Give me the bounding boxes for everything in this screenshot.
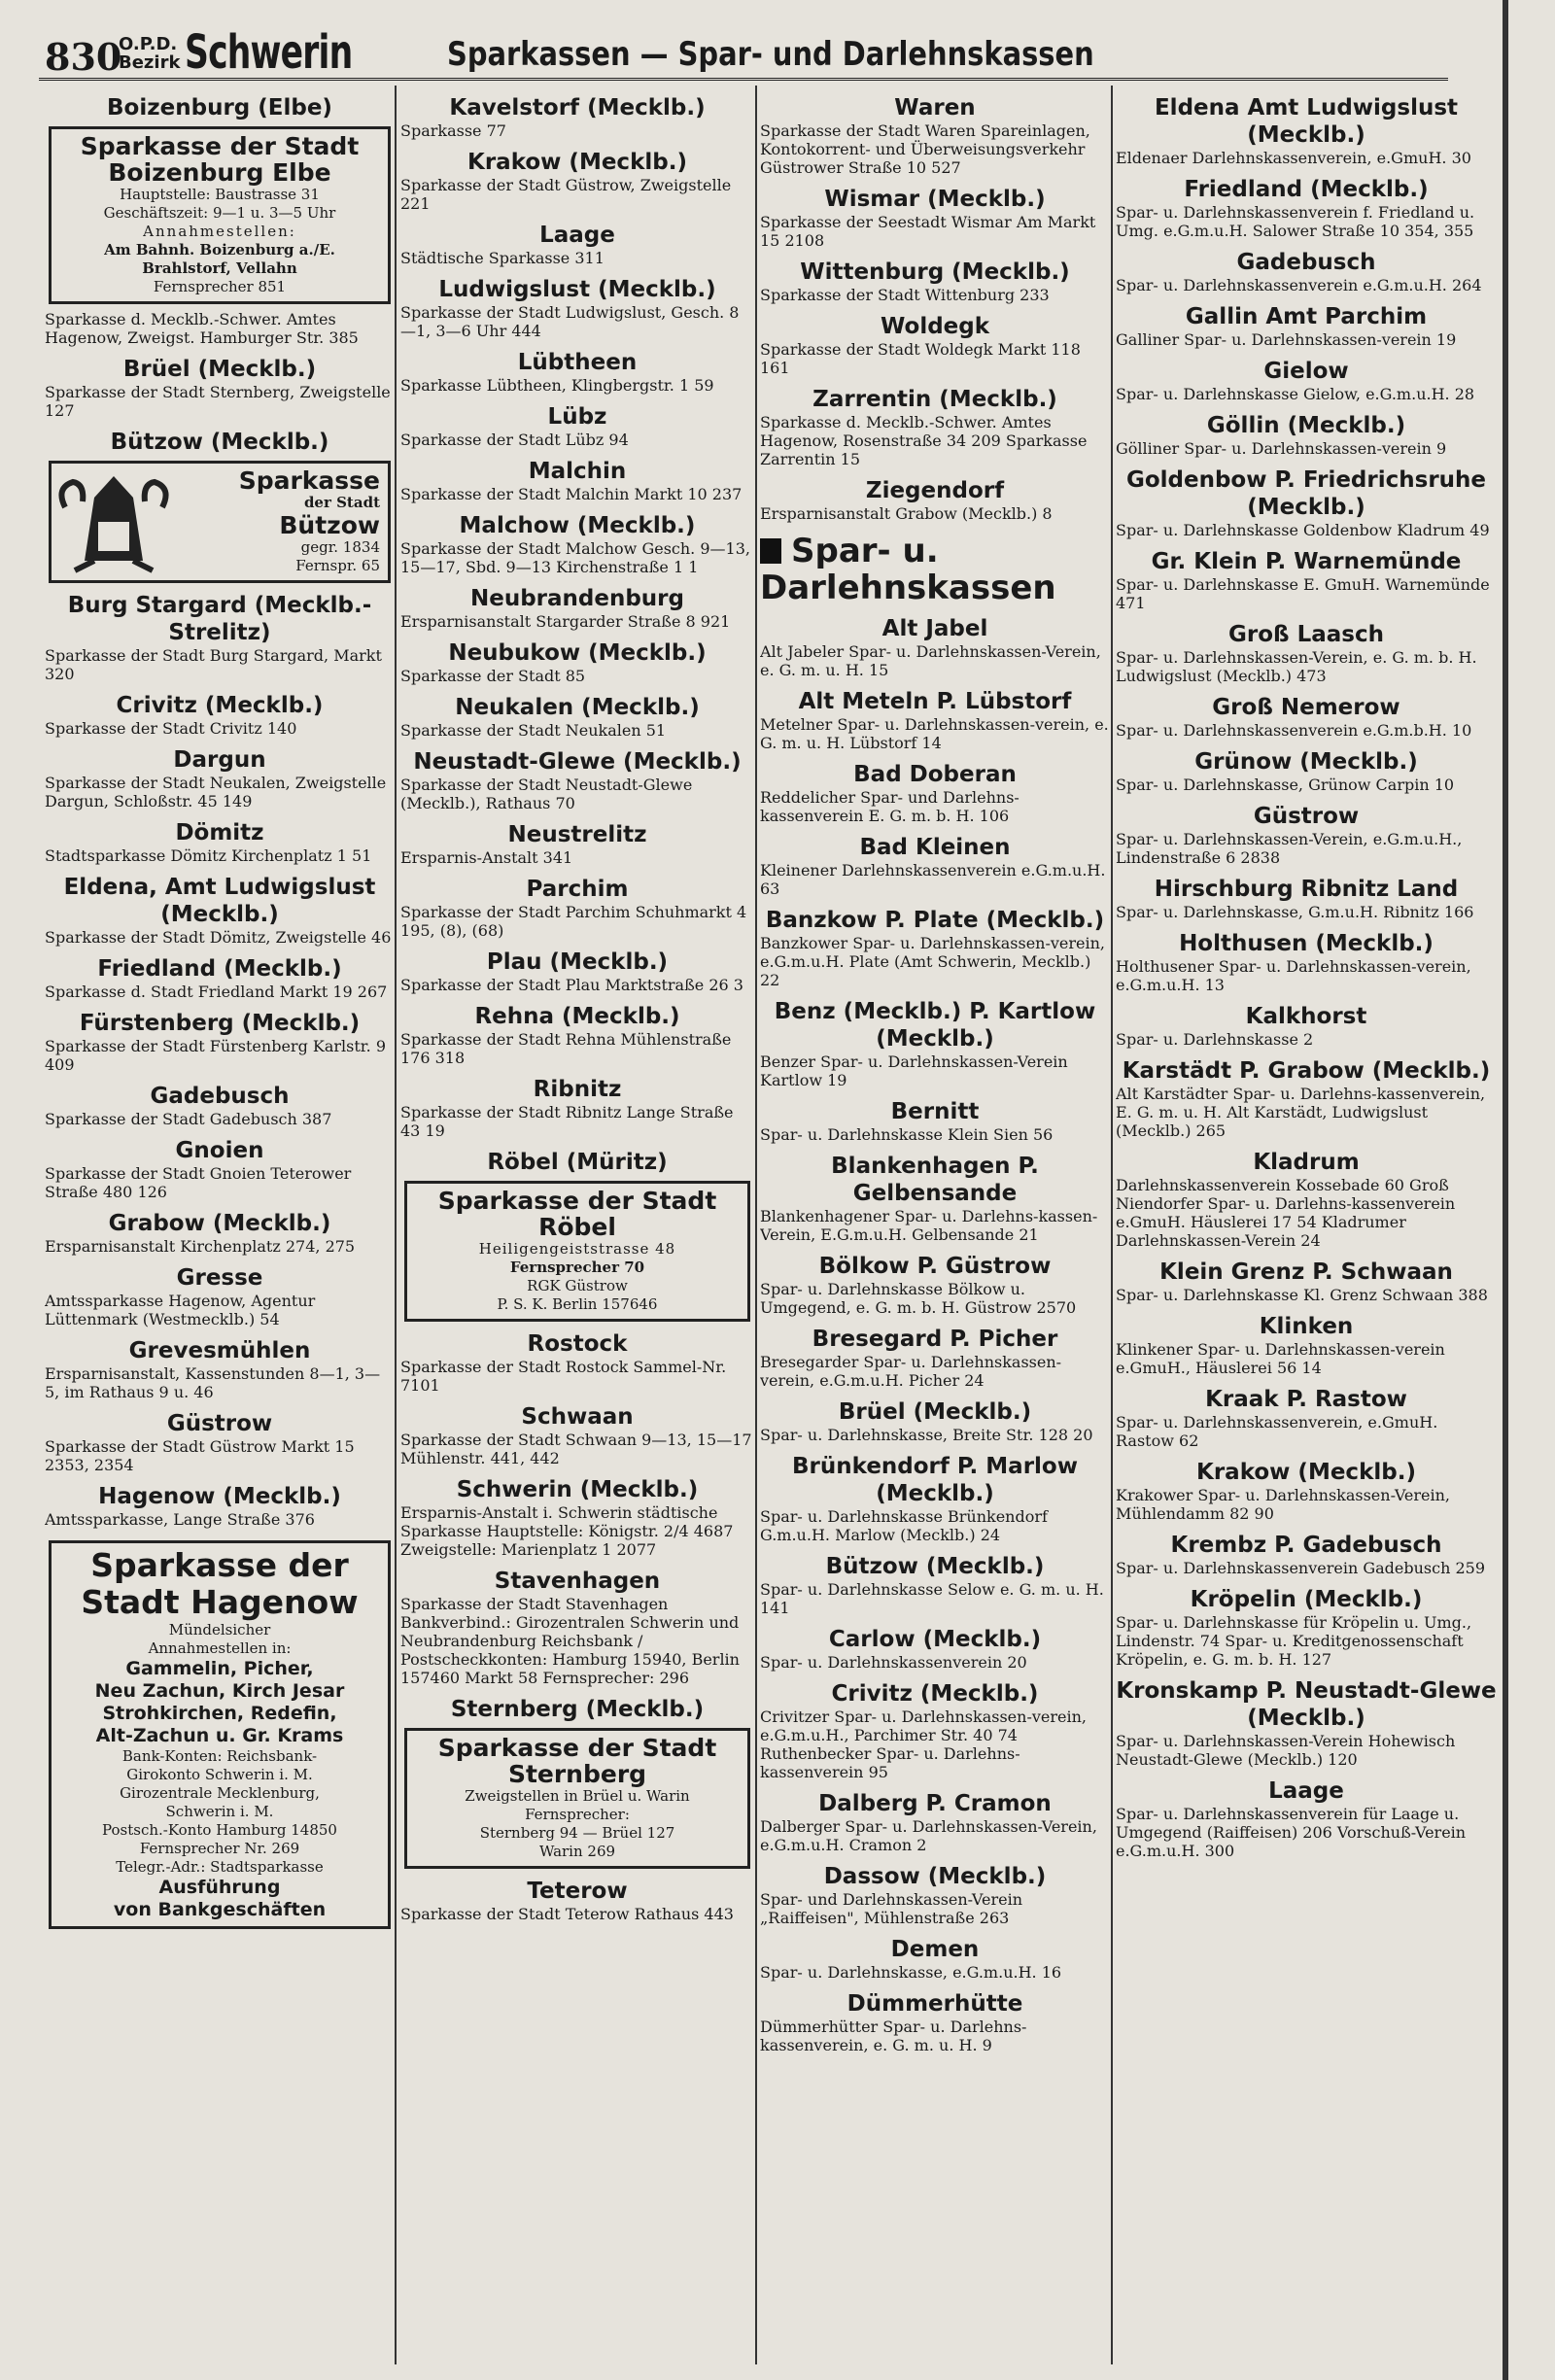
entry-text: Kleinener Darlehnskassenverein e.G.m.u.H. 63 <box>760 861 1106 898</box>
entry-text: Sparkasse d. Mecklb.-Schwer. Amtes Hagenow, Rosenstraße 34 209 Sparkasse Zarrentin 15 <box>760 413 1088 468</box>
place-heading: Karstädt P. Grabow (Mecklb.) <box>1122 1058 1491 1084</box>
entry-text: Spar- u. Darlehnskassenverein e.G.m.u.H. 264 <box>1116 276 1482 294</box>
entry-text: Spar- u. Darlehnskasse Bölkow u. Umgegend, e. G. m. b. H. Güstrow 2570 <box>760 1280 1077 1317</box>
column-divider <box>395 86 397 2364</box>
entry-text: Eldenaer Darlehnskassenverein, e.GmuH. 30 <box>1116 149 1471 167</box>
place-heading: Bernitt <box>890 1099 980 1124</box>
entry-text: Spar- u. Darlehnskasse für Kröpelin u. Umg., Lindenstr. 74 Spar- u. Kreditgenossenschaft Kröpelin, e. G. m. b. H. 127 <box>1116 1613 1472 1669</box>
place-heading: Friedland (Mecklb.) <box>97 956 342 982</box>
place-heading: Alt Jabel <box>881 616 988 641</box>
place-heading: Bützow (Mecklb.) <box>110 430 329 455</box>
place-heading: Fürstenberg (Mecklb.) <box>79 1011 361 1036</box>
place-heading: Güstrow <box>166 1411 273 1436</box>
place-heading: Göllin (Mecklb.) <box>1206 413 1406 438</box>
entry-text: Sparkasse der Stadt Fürstenberg Karlstr. 9 409 <box>45 1037 387 1074</box>
place-heading: Laage <box>539 223 615 248</box>
place-heading: Neustrelitz <box>507 822 647 847</box>
entry-text: Spar- und Darlehnskassen-Verein „Raiffeisen", Mühlenstraße 263 <box>760 1890 1023 1927</box>
place-heading: Parchim <box>526 877 629 902</box>
ad-line: Fernspr. 65 <box>295 557 380 574</box>
entry-text: Amtssparkasse Hagenow, Agentur Lüttenmark (Westmecklb.) 54 <box>45 1292 316 1328</box>
square-bullet-icon <box>760 538 781 564</box>
entry-text: Ersparnis-Anstalt i. Schwerin städtische Sparkasse Hauptstelle: Königstr. 2/4 4687 Zweigstelle: Marienplatz 1 2077 <box>400 1503 734 1559</box>
ad-sparkasse-roebel <box>404 1181 750 1322</box>
place-heading: Krakow (Mecklb.) <box>1196 1460 1416 1485</box>
place-heading: Banzkow P. Plate (Mecklb.) <box>765 908 1105 933</box>
ad-line: Fernsprecher: <box>525 1806 630 1823</box>
entry-text: Amtssparkasse, Lange Straße 376 <box>45 1510 315 1529</box>
place-heading: Dassow (Mecklb.) <box>823 1864 1047 1889</box>
place-heading: Laage <box>1268 1778 1344 1804</box>
place-heading: Friedland (Mecklb.) <box>1184 177 1429 202</box>
entry-text: Alt Karstädter Spar- u. Darlehns-kassenverein, E. G. m. u. H. Alt Karstädt, Ludwigslust (Mecklb.) 265 <box>1116 1085 1486 1140</box>
place-heading: Gr. Klein P. Warnemünde <box>1151 549 1462 574</box>
entry-text: Sparkasse der Stadt Woldegk Markt 118 161 <box>760 340 1081 377</box>
place-heading: Dömitz <box>175 820 264 845</box>
ad-title: Stadt Hagenow <box>81 1583 359 1621</box>
column-2 <box>400 86 754 2364</box>
ad-sparkasse-buetzow <box>49 461 391 583</box>
place-heading: Hirschburg Ribnitz Land <box>1154 877 1459 902</box>
entry-text: Sparkasse der Stadt Neukalen 51 <box>400 721 667 740</box>
place-heading: Dalberg P. Cramon <box>818 1791 1052 1816</box>
place-heading: Rehna (Mecklb.) <box>474 1004 680 1029</box>
place-heading: Malchow (Mecklb.) <box>459 513 696 538</box>
entry-text: Spar- u. Darlehnskasse Gielow, e.G.m.u.H. 28 <box>1116 385 1475 403</box>
entry-text: Sparkasse der Stadt Malchow Gesch. 9—13, 15—17, Sbd. 9—13 Kirchenstraße 1 1 <box>400 539 750 576</box>
place-heading: Bad Doberan <box>853 762 1017 787</box>
page-number: 830 <box>45 35 122 79</box>
place-heading: Rostock <box>527 1331 628 1357</box>
ad-title: Sparkasse <box>238 466 380 495</box>
entry-text: Sparkasse der Stadt Ribnitz Lange Straße 43 19 <box>400 1103 734 1140</box>
entry-text: Sparkasse der Stadt Neukalen, Zweigstelle Dargun, Schloßstr. 45 149 <box>45 774 387 811</box>
entry-text: Sparkasse der Stadt 85 <box>400 667 586 685</box>
entry-text: Sparkasse der Stadt Wittenburg 233 <box>760 286 1050 304</box>
ad-line: Mündelsicher <box>168 1621 271 1638</box>
place-heading: Zarrentin (Mecklb.) <box>812 387 1057 412</box>
entry-text: Spar- u. Darlehnskassenverein für Laage u. Umgegend (Raiffeisen) 206 Vorschuß-Verein e.G.m.u.H. 300 <box>1116 1805 1467 1860</box>
place-heading: Brüel (Mecklb.) <box>122 357 317 382</box>
place-heading: Alt Meteln P. Lübstorf <box>798 689 1072 714</box>
ad-line: Warin 269 <box>538 1843 616 1860</box>
entry-text: Ersparnisanstalt Kirchenplatz 274, 275 <box>45 1237 356 1256</box>
place-heading: Neustadt-Glewe (Mecklb.) <box>413 749 742 775</box>
ad-line: Fernsprecher 70 <box>509 1259 645 1276</box>
ad-sparkasse-sternberg <box>404 1728 750 1869</box>
place-heading: Gnoien <box>175 1138 264 1163</box>
ad-bold-line: von Bankgeschäften <box>113 1899 327 1920</box>
page-header <box>39 21 1448 81</box>
page-edge-rule <box>1503 0 1508 2380</box>
place-heading: Klinken <box>1259 1314 1354 1339</box>
place-heading: Gadebusch <box>1236 250 1376 275</box>
entry-text: Gölliner Spar- u. Darlehnskassen-verein 9 <box>1116 439 1447 458</box>
section-heading-text: Spar- u. Darlehnskassen <box>760 532 1056 607</box>
place-heading: Grabow (Mecklb.) <box>108 1211 331 1236</box>
entry-text: Sparkasse der Stadt Rehna Mühlenstraße 176 318 <box>400 1030 732 1067</box>
place-heading: Gresse <box>176 1265 263 1291</box>
entry-text: Spar- u. Darlehnskassenverein, e.GmuH. Rastow 62 <box>1116 1413 1438 1450</box>
entry-text: Spar- u. Darlehnskassenverein e.G.m.b.H. 10 <box>1116 721 1472 740</box>
ad-line: gegr. 1834 <box>300 538 380 556</box>
entry-text: Spar- u. Darlehnskassenverein Gadebusch 259 <box>1116 1559 1486 1577</box>
place-heading: Kavelstorf (Mecklb.) <box>449 95 706 121</box>
place-heading: Gallin Amt Parchim <box>1185 304 1428 329</box>
section-title: Sparkassen — Spar- und Darlehnskassen <box>447 35 1094 74</box>
entry-text: Sparkasse der Stadt Crivitz 140 <box>45 719 297 738</box>
entry-text: Spar- u. Darlehnskasse 2 <box>1116 1030 1314 1049</box>
entry-text: Sparkasse der Stadt Plau Marktstraße 26 3 <box>400 976 743 994</box>
entry-text: Sparkasse der Stadt Güstrow Markt 15 2353, 2354 <box>45 1437 355 1474</box>
ad-title: Bützow <box>279 511 380 539</box>
ad-sparkasse-boizenburg <box>49 126 391 304</box>
entry-text: Darlehnskassenverein Kossebade 60 Groß Niendorfer Spar- u. Darlehns-kassenverein e.GmuH. Häuslerei 17 54 Kladrumer Darlehnskassen-Verein 24 <box>1116 1176 1456 1250</box>
ad-line: Fernsprecher 851 <box>153 278 287 295</box>
entry-text: Klinkener Spar- u. Darlehnskassen-verein e.GmuH., Häuslerei 56 14 <box>1116 1340 1445 1377</box>
entry-text: Sparkasse der Stadt Neustadt-Glewe (Mecklb.), Rathaus 70 <box>400 776 693 812</box>
place-heading: Woldegk <box>880 314 990 339</box>
column-4 <box>1116 86 1497 2364</box>
place-heading: Kalkhorst <box>1245 1004 1367 1029</box>
place-heading: Krakow (Mecklb.) <box>467 150 687 175</box>
ad-line: RGK Güstrow <box>527 1277 628 1294</box>
entry-text: Sparkasse der Stadt Stavenhagen Bankverbind.: Girozentralen Schwerin und Neubrandenburg Reichsbank / Postscheckkonten: Hamburg 15940, Berlin 157460 Markt 58 Fernsprecher: 296 <box>400 1595 740 1687</box>
place-heading: Dümmerhütte <box>847 1991 1023 2017</box>
ad-title: Sparkasse der Stadt <box>437 1187 717 1215</box>
entry-text: Benzer Spar- u. Darlehnskassen-Verein Kartlow 19 <box>760 1052 1068 1089</box>
place-heading: Eldena, Amt Ludwigslust (Mecklb.) <box>63 875 376 927</box>
ad-text <box>239 467 384 575</box>
entry-text: Sparkasse der Stadt Gnoien Teterower Straße 480 126 <box>45 1164 352 1201</box>
entry-text: Spar- u. Darlehnskassen-Verein, e.G.m.u.H., Lindenstraße 6 2838 <box>1116 830 1463 867</box>
place-heading: Grevesmühlen <box>128 1338 311 1363</box>
place-heading: Stavenhagen <box>494 1569 661 1594</box>
entry-text: Sparkasse der Stadt Sternberg, Zweigstelle 127 <box>45 383 391 420</box>
ad-line: Telegr.-Adr.: Stadtsparkasse <box>116 1858 324 1876</box>
entry-text: Sparkasse der Stadt Schwaan 9—13, 15—17 Mühlenstr. 441, 442 <box>400 1431 752 1467</box>
bishop-mitre-crest-icon <box>55 468 172 575</box>
place-heading: Waren <box>894 95 976 121</box>
ad-line: Am Bahnh. Boizenburg a./E. <box>104 241 335 259</box>
column-divider <box>1111 86 1113 2364</box>
ad-line: Postsch.-Konto Hamburg 14850 <box>102 1821 337 1839</box>
place-heading: Kronskamp P. Neustadt-Glewe (Mecklb.) <box>1116 1678 1497 1731</box>
place-heading: Teterow <box>527 1879 628 1904</box>
place-heading: Malchin <box>528 459 627 484</box>
entry-text: Sparkasse 77 <box>400 121 506 140</box>
place-heading: Röbel (Müritz) <box>487 1150 668 1175</box>
place-heading: Grünow (Mecklb.) <box>1194 749 1418 775</box>
ad-line: Sternberg 94 — Brüel 127 <box>479 1824 675 1842</box>
entry-text: Spar- u. Darlehnskassen-Verein, e. G. m. b. H. Ludwigslust (Mecklb.) 473 <box>1116 648 1477 685</box>
place-heading: Ribnitz <box>533 1077 622 1102</box>
place-heading: Schwerin (Mecklb.) <box>456 1477 699 1502</box>
entry-text: Sparkasse der Stadt Ludwigslust, Gesch. 8—1, 3—6 Uhr 444 <box>400 303 740 340</box>
place-heading: Crivitz (Mecklb.) <box>116 693 324 718</box>
entry-text: Sparkasse der Stadt Lübz 94 <box>400 431 629 449</box>
entry-text: Spar- u. Darlehnskasse, Breite Str. 128 20 <box>760 1426 1093 1444</box>
entry-text: Crivitzer Spar- u. Darlehnskassen-verein, e.G.m.u.H., Parchimer Str. 40 74 Ruthenbecker Spar- u. Darlehns-kassenverein 95 <box>760 1707 1087 1781</box>
ad-bold-line: Alt-Zachun u. Gr. Krams <box>95 1725 344 1746</box>
entry-text: Spar- u. Darlehnskasse Goldenbow Kladrum 49 <box>1116 521 1490 539</box>
district-city: Schwerin <box>185 25 353 80</box>
ad-subtitle: der Stadt <box>303 494 380 511</box>
entry-text: Städtische Sparkasse 311 <box>400 249 605 267</box>
ad-line: Girokonto Schwerin i. M. <box>126 1766 313 1783</box>
place-heading: Goldenbow P. Friedrichsruhe (Mecklb.) <box>1125 467 1487 520</box>
place-heading: Plau (Mecklb.) <box>486 949 669 975</box>
place-heading: Groß Nemerow <box>1212 695 1400 720</box>
entry-text: Alt Jabeler Spar- u. Darlehnskassen-Verein, e. G. m. u. H. 15 <box>760 642 1101 679</box>
place-heading: Gielow <box>1263 359 1349 384</box>
place-heading: Klein Grenz P. Schwaan <box>1159 1259 1453 1285</box>
place-heading: Krembz P. Gadebusch <box>1170 1533 1442 1558</box>
place-heading: Eldena Amt Ludwigslust (Mecklb.) <box>1154 95 1459 148</box>
place-heading: Boizenburg (Elbe) <box>107 95 332 121</box>
entry-text: Holthusener Spar- u. Darlehnskassen-verein, e.G.m.u.H. 13 <box>1116 957 1471 994</box>
ad-line: Zweigstellen in Brüel u. Warin <box>465 1787 690 1805</box>
place-heading: Kröpelin (Mecklb.) <box>1190 1587 1423 1612</box>
section-heading-spar-darlehnskassen <box>760 533 1110 606</box>
place-heading: Kraak P. Rastow <box>1205 1387 1407 1412</box>
entry-text: Sparkasse der Stadt Rostock Sammel-Nr. 7101 <box>400 1358 727 1395</box>
entry-text: Spar- u. Darlehnskasse, G.m.u.H. Ribnitz 166 <box>1116 903 1474 921</box>
ad-line: Bank-Konten: Reichsbank- <box>121 1747 318 1765</box>
ad-line: Heiligengeiststrasse 48 <box>478 1240 676 1258</box>
ad-bold-line: Neu Zachun, Kirch Jesar <box>94 1680 345 1702</box>
entry-text: Dalberger Spar- u. Darlehnskassen-Verein, e.G.m.u.H. Cramon 2 <box>760 1817 1097 1854</box>
ad-bold-line: Strohkirchen, Redefin, <box>102 1703 337 1724</box>
entry-text: Metelner Spar- u. Darlehnskassen-verein, e. G. m. u. H. Lübstorf 14 <box>760 715 1109 752</box>
opd-label: O.P.D. <box>119 34 178 54</box>
entry-text: Sparkasse der Stadt Waren Spareinlagen, Kontokorrent- und Überweisungsverkehr Güstrower Straße 10 527 <box>760 121 1090 177</box>
place-heading: Groß Laasch <box>1228 622 1384 647</box>
place-heading: Dargun <box>173 747 266 773</box>
place-heading: Neukalen (Mecklb.) <box>455 695 700 720</box>
ad-line: Fernsprecher Nr. 269 <box>139 1840 300 1857</box>
bezirk-label: Bezirk <box>119 52 181 73</box>
place-heading: Carlow (Mecklb.) <box>828 1627 1042 1652</box>
ad-line: P. S. K. Berlin 157646 <box>497 1295 658 1313</box>
ad-line: Annahmestellen: <box>143 223 296 240</box>
ad-bold-line: Ausführung <box>158 1877 281 1898</box>
district-label <box>119 35 180 72</box>
entry-text: Spar- u. Darlehnskassen-Verein Hohewisch Neustadt-Glewe (Mecklb.) 120 <box>1116 1732 1456 1769</box>
entry-text: Sparkasse der Stadt Gadebusch 387 <box>45 1110 332 1128</box>
entry-text: Sparkasse der Stadt Malchin Markt 10 237 <box>400 485 743 503</box>
place-heading: Bölkow P. Güstrow <box>818 1254 1052 1279</box>
place-heading: Wismar (Mecklb.) <box>824 187 1046 212</box>
place-heading: Wittenburg (Mecklb.) <box>800 259 1070 285</box>
ad-title: Sparkasse der Stadt <box>437 1734 717 1762</box>
entry-text: Spar- u. Darlehnskasse, Grünow Carpin 10 <box>1116 776 1455 794</box>
entry-text: Dümmerhütter Spar- u. Darlehns-kassenverein, e. G. m. u. H. 9 <box>760 2018 1027 2054</box>
entry-text: Sparkasse d. Stadt Friedland Markt 19 267 <box>45 983 388 1001</box>
ad-bold-line: Gammelin, Picher, <box>125 1658 314 1679</box>
entry-text: Ersparnis-Anstalt 341 <box>400 848 573 867</box>
ad-title: Röbel <box>538 1213 616 1241</box>
entry-text: Bresegarder Spar- u. Darlehnskassen-verein, e.G.m.u.H. Picher 24 <box>760 1353 1062 1390</box>
entry-text: Ersparnisanstalt Stargarder Straße 8 921 <box>400 612 731 631</box>
entry-text: Sparkasse der Stadt Güstrow, Zweigstelle 221 <box>400 176 732 213</box>
entry-text: Krakower Spar- u. Darlehnskassen-Verein, Mühlendamm 82 90 <box>1116 1486 1450 1523</box>
place-heading: Benz (Mecklb.) P. Kartlow (Mecklb.) <box>774 999 1096 1052</box>
place-heading: Lübz <box>547 404 607 430</box>
ad-line: Girozentrale Mecklenburg, <box>120 1784 320 1802</box>
place-heading: Brüel (Mecklb.) <box>838 1399 1032 1425</box>
ad-line: Geschäftszeit: 9—1 u. 3—5 Uhr <box>103 204 336 222</box>
entry-text: Reddelicher Spar- und Darlehns-kassenverein E. G. m. b. H. 106 <box>760 788 1019 825</box>
place-heading: Hagenow (Mecklb.) <box>98 1484 341 1509</box>
column-3 <box>760 86 1110 2364</box>
place-heading: Blankenhagen P. Gelbensande <box>831 1154 1039 1206</box>
entry-text: Spar- u. Darlehnskasse E. GmuH. Warnemünde 471 <box>1116 575 1490 612</box>
entry-text: Sparkasse der Stadt Parchim Schuhmarkt 4 195, (8), (68) <box>400 903 747 940</box>
place-heading: Holthusen (Mecklb.) <box>1179 931 1434 956</box>
ad-line: Brahlstorf, Vellahn <box>142 259 297 277</box>
ad-line: Hauptstelle: Baustrasse 31 <box>120 186 320 203</box>
place-heading: Ziegendorf <box>865 478 1005 503</box>
place-heading: Lübtheen <box>517 350 638 375</box>
entry-text: Ersparnisanstalt Grabow (Mecklb.) 8 <box>760 504 1053 523</box>
place-heading: Schwaan <box>521 1404 634 1430</box>
entry-text: Spar- u. Darlehnskasse Brünkendorf G.m.u.H. Marlow (Mecklb.) 24 <box>760 1507 1048 1544</box>
ad-title: Boizenburg Elbe <box>108 158 331 187</box>
entry-text: Galliner Spar- u. Darlehnskassen-verein 19 <box>1116 330 1457 349</box>
ad-title: Sternberg <box>507 1760 647 1788</box>
place-heading: Bad Kleinen <box>859 835 1011 860</box>
place-heading: Ludwigslust (Mecklb.) <box>438 277 716 302</box>
entry-text: Banzkower Spar- u. Darlehnskassen-verein, e.G.m.u.H. Plate (Amt Schwerin, Mecklb.) 22 <box>760 934 1106 989</box>
entry-text: Sparkasse der Seestadt Wismar Am Markt 15 2108 <box>760 213 1096 250</box>
place-heading: Güstrow <box>1253 804 1360 829</box>
entry-text: Sparkasse d. Mecklb.-Schwer. Amtes Hagenow, Zweigst. Hamburger Str. 385 <box>45 310 359 347</box>
place-heading: Bresegard P. Picher <box>812 1327 1058 1352</box>
column-1 <box>45 86 395 2364</box>
ad-line: Schwerin i. M. <box>165 1803 274 1820</box>
entry-text: Sparkasse Lübtheen, Klingbergstr. 1 59 <box>400 376 714 395</box>
ad-line: Annahmestellen in: <box>148 1639 292 1657</box>
ad-title: Sparkasse der <box>90 1546 349 1584</box>
entry-text: Sparkasse der Stadt Teterow Rathaus 443 <box>400 1905 734 1923</box>
place-heading: Demen <box>890 1937 980 1962</box>
place-heading: Neubukow (Mecklb.) <box>448 640 707 666</box>
place-heading: Bützow (Mecklb.) <box>825 1554 1045 1579</box>
entry-text: Spar- u. Darlehnskassenverein f. Friedland u. Umg. e.G.m.u.H. Salower Straße 10 354, 355 <box>1116 203 1475 240</box>
place-heading: Kladrum <box>1253 1150 1360 1175</box>
entry-text: Spar- u. Darlehnskassenverein 20 <box>760 1653 1027 1672</box>
entry-text: Blankenhagener Spar- u. Darlehns-kassen-Verein, E.G.m.u.H. Gelbensande 21 <box>760 1207 1098 1244</box>
entry-text: Spar- u. Darlehnskasse, e.G.m.u.H. 16 <box>760 1963 1062 1982</box>
place-heading: Sternberg (Mecklb.) <box>450 1697 705 1722</box>
place-heading: Neubrandenburg <box>469 586 684 611</box>
place-heading: Burg Stargard (Mecklb.-Strelitz) <box>67 593 372 645</box>
entry-text: Stadtsparkasse Dömitz Kirchenplatz 1 51 <box>45 846 372 865</box>
place-heading: Crivitz (Mecklb.) <box>831 1681 1039 1707</box>
entry-text: Spar- u. Darlehnskasse Selow e. G. m. u. H. 141 <box>760 1580 1104 1617</box>
entry-text: Spar- u. Darlehnskasse Klein Sien 56 <box>760 1125 1054 1144</box>
entry-text: Sparkasse der Stadt Dömitz, Zweigstelle 46 <box>45 928 392 947</box>
place-heading: Brünkendorf P. Marlow (Mecklb.) <box>792 1454 1078 1506</box>
column-divider <box>755 86 757 2364</box>
entry-text: Spar- u. Darlehnskasse Kl. Grenz Schwaan 388 <box>1116 1286 1488 1304</box>
entry-text: Sparkasse der Stadt Burg Stargard, Markt 320 <box>45 646 382 683</box>
entry-text: Ersparnisanstalt, Kassenstunden 8—1, 3—5, im Rathaus 9 u. 46 <box>45 1364 381 1401</box>
place-heading: Gadebusch <box>150 1084 290 1109</box>
ad-title: Sparkasse der Stadt <box>80 132 360 160</box>
ad-sparkasse-hagenow <box>49 1540 391 1929</box>
